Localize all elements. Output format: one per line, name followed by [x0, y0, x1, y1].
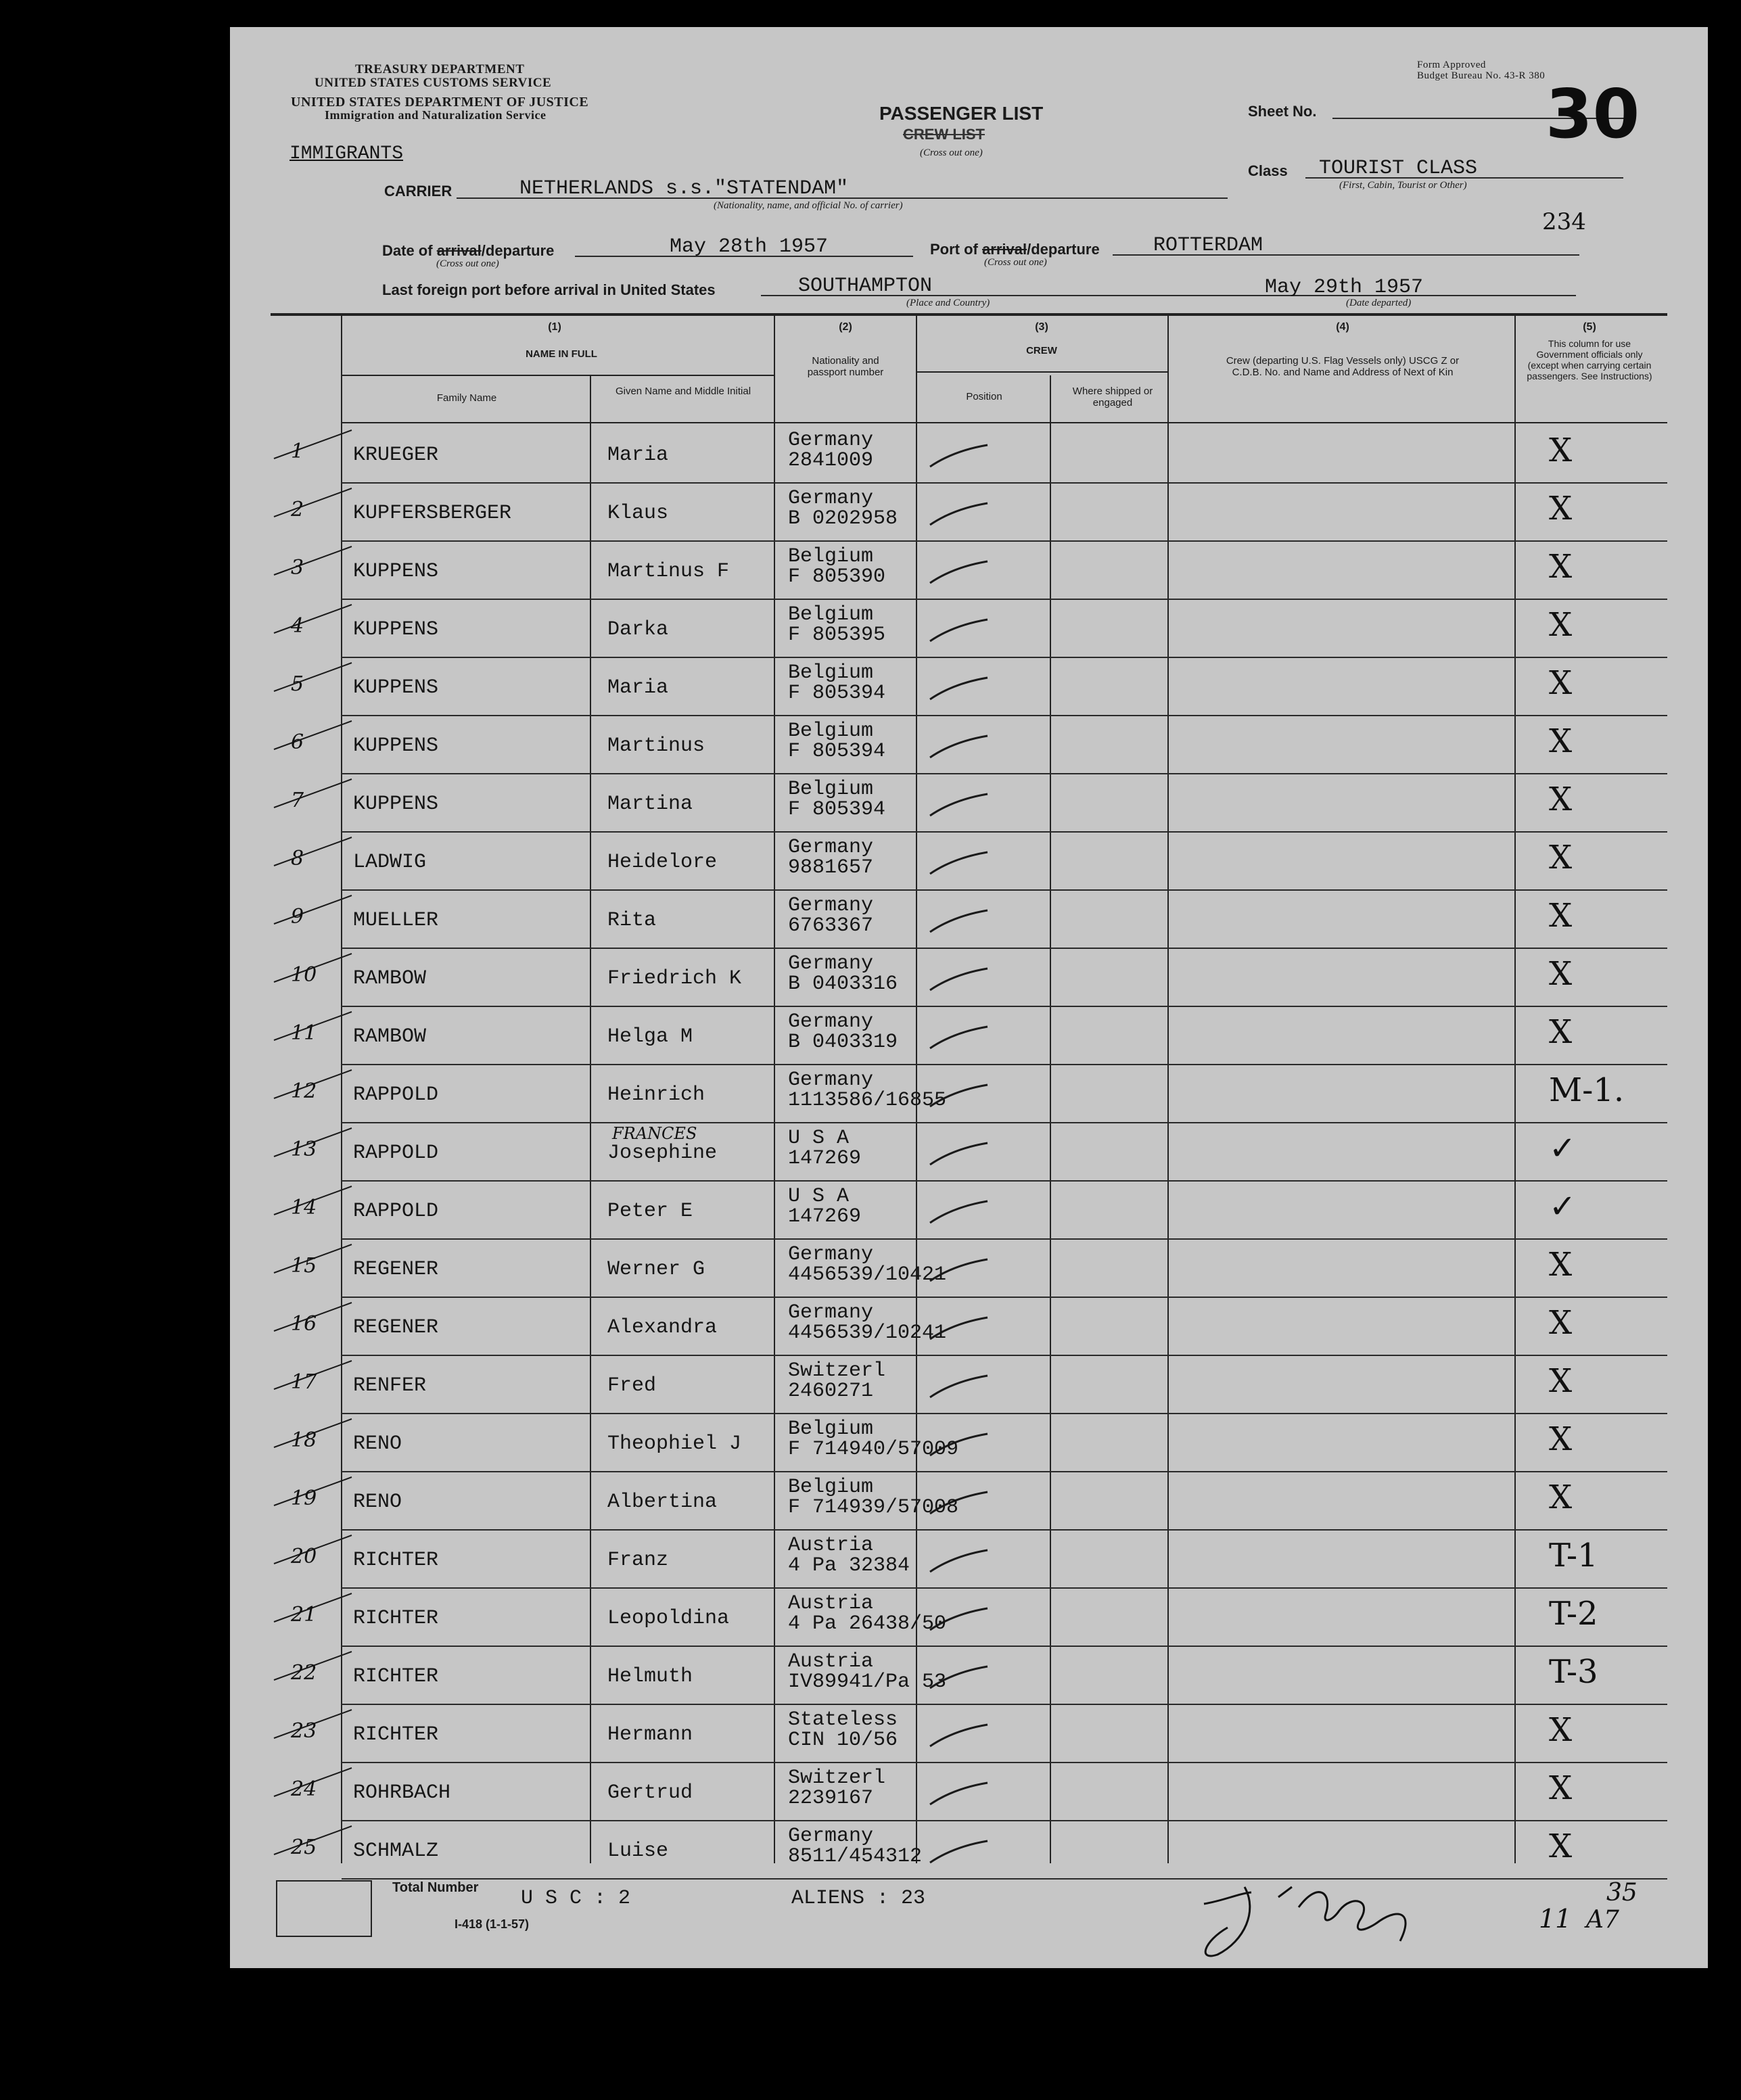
nationality: U S A	[788, 1127, 850, 1150]
given-name-note: FRANCES	[612, 1124, 697, 1143]
nationality: Switzerl	[788, 1359, 886, 1382]
row-slash	[274, 721, 352, 749]
family-name: RENO	[353, 1491, 402, 1514]
given-name: Werner G	[607, 1258, 705, 1281]
passport-number: F 714939/57008	[788, 1496, 959, 1519]
passport-number: 8511/454312	[788, 1845, 923, 1868]
row-number: 3	[291, 556, 304, 580]
nationality: U S A	[788, 1185, 850, 1208]
family-name: KUPPENS	[353, 793, 439, 816]
position-tick	[930, 620, 988, 641]
annotation-top: 35	[1606, 1879, 1638, 1907]
given-name: Martinus	[607, 734, 705, 757]
row-slash	[274, 546, 352, 575]
row-slash	[274, 663, 352, 691]
class-note: (First, Cabin, Tourist or Other)	[1339, 180, 1467, 191]
family-name: RICHTER	[353, 1549, 439, 1572]
family-name: REGENER	[353, 1316, 439, 1339]
position-tick	[930, 1027, 988, 1048]
family-name: RICHTER	[353, 1723, 439, 1746]
port-note: (Cross out one)	[984, 257, 1047, 268]
title-crossed: CREW LIST	[903, 126, 985, 143]
row-slash	[274, 895, 352, 924]
nationality: Germany	[788, 1243, 874, 1266]
review-mark: X	[1549, 1420, 1573, 1458]
position-tick	[930, 1143, 988, 1165]
given-name: Alexandra	[607, 1316, 718, 1339]
total-label: Total Number	[392, 1880, 479, 1895]
review-mark: X	[1549, 722, 1573, 760]
position-tick	[930, 794, 988, 816]
review-mark: T-2	[1549, 1595, 1598, 1633]
col3b-title: Where shipped or engaged	[1072, 386, 1153, 409]
passport-number: 2239167	[788, 1787, 874, 1810]
review-mark: X	[1549, 1013, 1573, 1051]
date-departed-value: May 29th 1957	[1265, 276, 1424, 299]
review-mark: X	[1549, 664, 1573, 702]
passport-number: F 714940/57009	[788, 1438, 959, 1461]
position-tick	[930, 561, 988, 583]
review-mark: X	[1549, 1246, 1573, 1284]
row-number: 11	[291, 1021, 317, 1045]
passport-number: 2841009	[788, 449, 874, 472]
col5-num: (5)	[1583, 321, 1596, 333]
position-tick	[930, 910, 988, 932]
budget-bureau: Budget Bureau No. 43-R 380	[1417, 70, 1546, 81]
passport-number: F 805395	[788, 624, 886, 647]
passport-number: 4456539/10421	[788, 1263, 947, 1286]
passport-number: 2460271	[788, 1380, 874, 1403]
passport-number: B 0403319	[788, 1031, 898, 1054]
dept-treasury: TREASURY DEPARTMENT	[355, 62, 525, 76]
row-slash	[274, 488, 352, 517]
annotation-mid: 11	[1539, 1904, 1572, 1934]
nationality: Austria	[788, 1534, 874, 1557]
col4-num: (4)	[1336, 321, 1349, 333]
last-port-label: Last foreign port before arrival in United States	[382, 281, 716, 298]
nationality: Switzerl	[788, 1767, 886, 1790]
passport-number: CIN 10/56	[788, 1729, 898, 1752]
review-mark: X	[1549, 431, 1573, 469]
row-number: 17	[291, 1370, 317, 1394]
given-name: Peter E	[607, 1200, 693, 1223]
row-slash	[274, 605, 352, 633]
review-mark: X	[1549, 1362, 1573, 1400]
dept-justice: UNITED STATES DEPARTMENT OF JUSTICE	[291, 95, 589, 110]
passport-number: F 805394	[788, 740, 886, 763]
aliens-count: ALIENS : 23	[791, 1887, 926, 1910]
dept-customs: UNITED STATES CUSTOMS SERVICE	[315, 76, 552, 90]
page-title: PASSENGER LIST	[879, 103, 1044, 124]
col1a-title: Family Name	[436, 392, 497, 404]
family-name: RAPPOLD	[353, 1083, 439, 1106]
passport-number: 4 Pa 32384	[788, 1554, 910, 1577]
annotation-bottom: A7	[1586, 1906, 1619, 1934]
nationality: Germany	[788, 836, 874, 859]
position-tick	[930, 736, 988, 757]
passport-number: 147269	[788, 1205, 862, 1228]
passport-number: 6763367	[788, 914, 874, 937]
title-note: (Cross out one)	[920, 147, 983, 158]
nationality: Belgium	[788, 720, 874, 743]
family-name: KUPFERSBERGER	[353, 502, 512, 525]
review-mark: X	[1549, 548, 1573, 586]
family-name: KUPPENS	[353, 618, 439, 641]
family-name: MUELLER	[353, 909, 439, 932]
row-number: 12	[291, 1079, 317, 1103]
row-slash	[274, 837, 352, 866]
review-mark: T-3	[1549, 1653, 1598, 1691]
given-name: Hermann	[607, 1723, 693, 1746]
passport-number: B 0403316	[788, 973, 898, 996]
usc-count: U S C : 2	[521, 1887, 631, 1910]
date-note: (Cross out one)	[436, 258, 499, 269]
nationality: Belgium	[788, 1418, 874, 1441]
passport-number: IV89941/Pa 53	[788, 1671, 947, 1694]
family-name: RAMBOW	[353, 967, 427, 990]
review-mark: T-1	[1549, 1537, 1598, 1574]
position-tick	[930, 1841, 988, 1863]
passport-number: F 805394	[788, 682, 886, 705]
form-number: I-418 (1-1-57)	[455, 1917, 530, 1931]
review-mark: X	[1549, 1478, 1573, 1516]
family-name: RENFER	[353, 1374, 427, 1397]
nationality: Austria	[788, 1650, 874, 1673]
last-port-note: (Place and Country)	[906, 298, 990, 308]
passport-number: F 805390	[788, 565, 886, 588]
family-name: SCHMALZ	[353, 1840, 439, 1863]
given-name: Josephine	[607, 1142, 718, 1165]
passport-number: 4 Pa 26438/50	[788, 1612, 947, 1635]
nationality: Belgium	[788, 1476, 874, 1499]
row-number: 2	[291, 498, 304, 521]
passport-number: 4456539/10241	[788, 1322, 947, 1345]
position-tick	[930, 1725, 988, 1746]
col3-num: (3)	[1035, 321, 1048, 333]
row-number: 21	[291, 1603, 317, 1627]
col1-title: NAME IN FULL	[526, 348, 597, 360]
passport-number: 147269	[788, 1147, 862, 1170]
family-name: ROHRBACH	[353, 1781, 451, 1804]
col2-num: (2)	[839, 321, 852, 333]
review-mark: X	[1549, 1711, 1573, 1749]
family-name: RICHTER	[353, 1607, 439, 1630]
nationality: Germany	[788, 1010, 874, 1033]
row-number: 5	[291, 672, 304, 696]
family-name: LADWIG	[353, 851, 427, 874]
row-number: 22	[291, 1661, 317, 1685]
nationality: Belgium	[788, 545, 874, 568]
carrier-value: NETHERLANDS s.s."STATENDAM"	[519, 177, 849, 200]
nationality: Germany	[788, 1301, 874, 1324]
col2-title: Nationality and passport number	[807, 355, 884, 378]
last-port-value: SOUTHAMPTON	[798, 275, 933, 298]
sheet-number: 30	[1546, 74, 1640, 154]
form-approved: Form Approved	[1417, 60, 1486, 70]
col1-num: (1)	[548, 321, 561, 333]
row-number: 13	[291, 1138, 317, 1161]
col5-title: This column for use Government officials only (except when carrying certain passengers. See Instructions)	[1527, 338, 1652, 381]
given-name: Luise	[607, 1840, 669, 1863]
dept-ins: Immigration and Naturalization Service	[325, 108, 547, 122]
given-name: Gertrud	[607, 1781, 693, 1804]
given-name: Heidelore	[607, 851, 718, 874]
row-number: 9	[291, 905, 304, 929]
given-name: Helmuth	[607, 1665, 693, 1688]
category-label: IMMIGRANTS	[289, 143, 404, 164]
row-slash	[274, 430, 352, 459]
position-tick	[930, 678, 988, 699]
nationality: Belgium	[788, 661, 874, 684]
row-number: 23	[291, 1719, 317, 1743]
position-tick	[930, 445, 988, 467]
review-mark: X	[1549, 897, 1573, 935]
passport-number: B 0202958	[788, 507, 898, 530]
passport-number: F 805394	[788, 798, 886, 821]
given-name: Helga M	[607, 1025, 693, 1048]
carrier-note: (Nationality, name, and official No. of carrier)	[714, 200, 903, 211]
review-mark: X	[1549, 839, 1573, 877]
nationality: Germany	[788, 1069, 874, 1092]
given-name: Darka	[607, 618, 669, 641]
nationality: Germany	[788, 894, 874, 917]
departure-date: May 28th 1957	[670, 235, 829, 258]
review-mark: ✓	[1549, 1188, 1577, 1226]
row-number: 7	[291, 789, 304, 812]
given-name: Franz	[607, 1549, 669, 1572]
col3a-title: Position	[966, 391, 1002, 402]
port-label: Port of arrival/departure	[930, 241, 1100, 258]
port-value: ROTTERDAM	[1153, 234, 1263, 257]
row-number: 24	[291, 1777, 317, 1801]
handwritten-number: 234	[1542, 208, 1586, 235]
family-name: KRUEGER	[353, 444, 439, 467]
review-mark: X	[1549, 1304, 1573, 1342]
review-mark: X	[1549, 1827, 1573, 1865]
row-number: 16	[291, 1312, 317, 1336]
date-label: Date of arrival/departure	[382, 242, 555, 259]
given-name: Martina	[607, 793, 693, 816]
given-name: Martinus F	[607, 560, 730, 583]
family-name: RICHTER	[353, 1665, 439, 1688]
passport-number: 9881657	[788, 856, 874, 879]
review-mark: M-1.	[1549, 1071, 1625, 1109]
given-name: Maria	[607, 676, 669, 699]
review-mark: X	[1549, 1769, 1573, 1807]
family-name: REGENER	[353, 1258, 439, 1281]
given-name: Theophiel J	[607, 1432, 742, 1455]
review-mark: X	[1549, 606, 1573, 644]
family-name: KUPPENS	[353, 734, 439, 757]
row-number: 19	[291, 1487, 317, 1510]
family-name: RAPPOLD	[353, 1200, 439, 1223]
row-number: 1	[291, 440, 304, 463]
row-number: 15	[291, 1254, 317, 1278]
review-mark: X	[1549, 490, 1573, 528]
class-label: Class	[1248, 162, 1288, 179]
nationality: Germany	[788, 487, 874, 510]
nationality: Stateless	[788, 1708, 898, 1731]
given-name: Friedrich K	[607, 967, 742, 990]
row-number: 4	[291, 614, 304, 638]
row-slash	[274, 779, 352, 808]
row-number: 14	[291, 1196, 317, 1219]
row-number: 6	[291, 730, 304, 754]
carrier-label: CARRIER	[384, 183, 452, 200]
nationality: Belgium	[788, 778, 874, 801]
signature	[1197, 1873, 1549, 1961]
nationality: Germany	[788, 952, 874, 975]
family-name: KUPPENS	[353, 560, 439, 583]
family-name: RAPPOLD	[353, 1142, 439, 1165]
date-departed-note: (Date departed)	[1346, 298, 1412, 308]
nationality: Germany	[788, 1825, 874, 1848]
col4-title: Crew (departing U.S. Flag Vessels only) USCG Z or C.D.B. No. and Name and Address of Next of Kin	[1226, 355, 1460, 378]
position-tick	[930, 969, 988, 990]
position-tick	[930, 1550, 988, 1572]
nationality: Belgium	[788, 603, 874, 626]
class-value: TOURIST CLASS	[1319, 157, 1478, 180]
position-tick	[930, 1201, 988, 1223]
given-name: Albertina	[607, 1491, 718, 1514]
row-number: 25	[291, 1836, 317, 1859]
given-name: Leopoldina	[607, 1607, 730, 1630]
total-box	[276, 1880, 372, 1937]
family-name: RAMBOW	[353, 1025, 427, 1048]
nationality: Germany	[788, 429, 874, 452]
position-tick	[930, 503, 988, 525]
position-tick	[930, 852, 988, 874]
position-tick	[930, 1783, 988, 1804]
family-name: RENO	[353, 1432, 402, 1455]
row-number: 18	[291, 1428, 317, 1452]
given-name: Maria	[607, 444, 669, 467]
col1b-title: Given Name and Middle Initial	[615, 386, 751, 397]
nationality: Austria	[788, 1592, 874, 1615]
family-name: KUPPENS	[353, 676, 439, 699]
given-name: Fred	[607, 1374, 657, 1397]
review-mark: ✓	[1549, 1129, 1577, 1167]
review-mark: X	[1549, 955, 1573, 993]
given-name: Rita	[607, 909, 657, 932]
passport-number: 1113586/16855	[788, 1089, 947, 1112]
given-name: Klaus	[607, 502, 669, 525]
position-tick	[930, 1376, 988, 1397]
sheet-label: Sheet No.	[1248, 103, 1317, 120]
review-mark: X	[1549, 780, 1573, 818]
given-name: Heinrich	[607, 1083, 705, 1106]
row-number: 20	[291, 1545, 317, 1568]
col3-title: CREW	[1026, 345, 1057, 356]
row-number: 10	[291, 963, 317, 987]
row-number: 8	[291, 847, 304, 870]
